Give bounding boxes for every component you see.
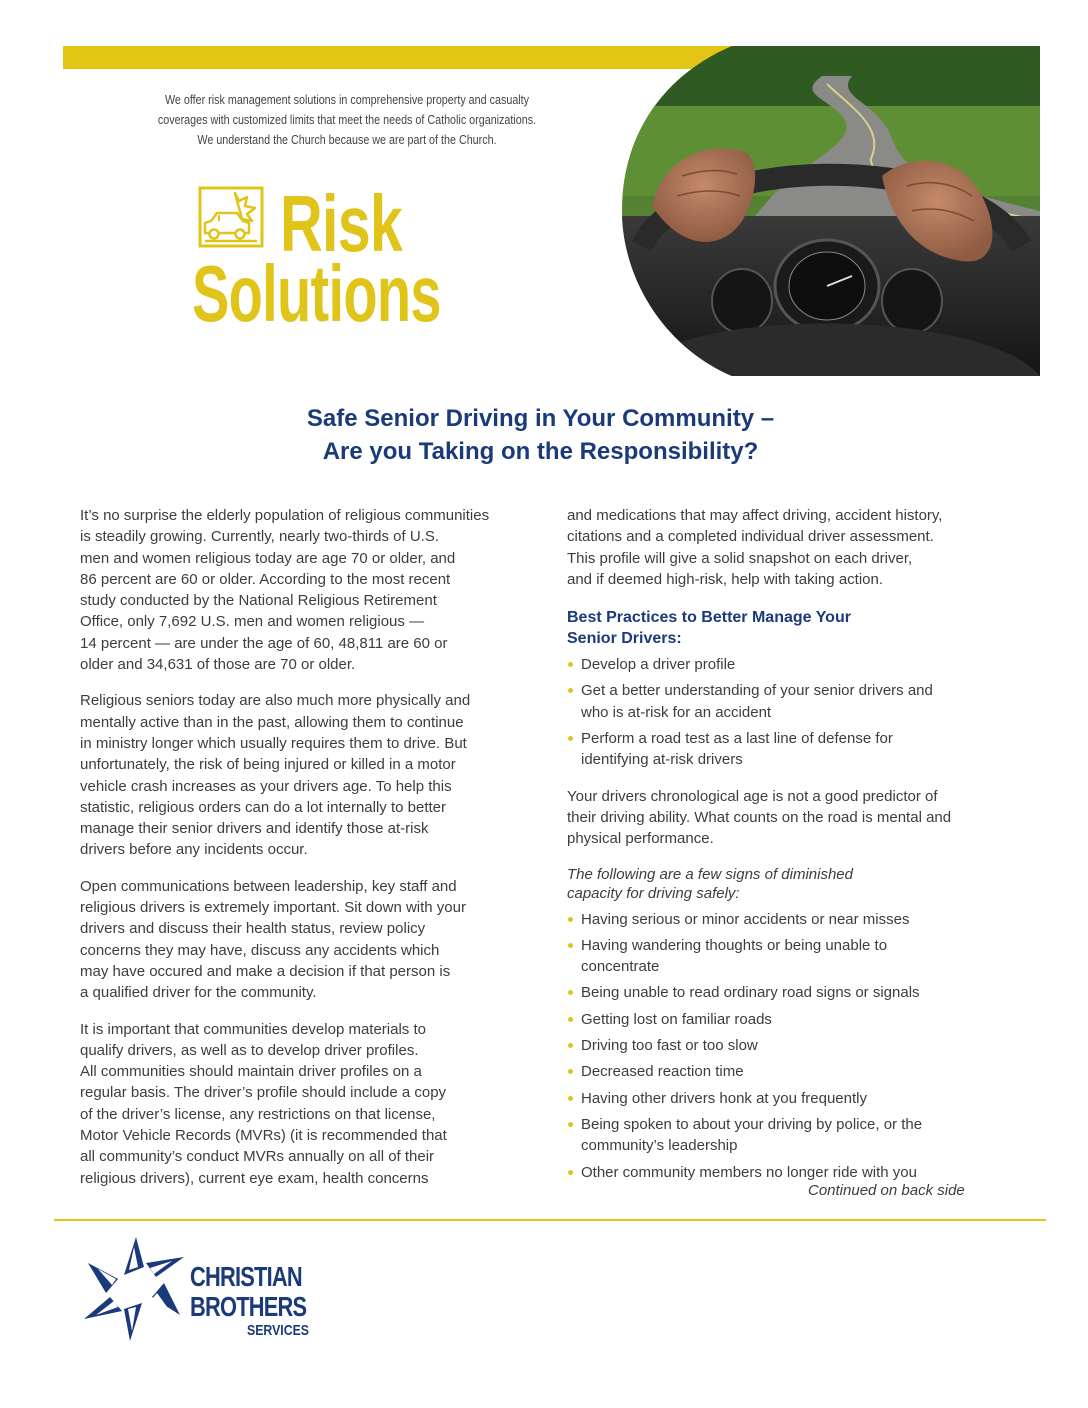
brand-word-risk: Risk [280,179,403,268]
text-line: statistic, religious orders can do a lot internally to better [80,798,447,816]
text-line: unfortunately, the risk of being injured or killed in a motor [80,756,456,774]
list-item: Get a better understanding of your senior drivers and who is at-risk for an accident [567,680,1017,723]
text-line: study conducted by the National Religious Retirement [80,592,437,610]
intro-statement [135,90,560,150]
right-column [567,490,1017,1197]
list-item: Having other drivers honk at you frequently [567,1088,1017,1109]
company-name-line: SERVICES [247,1322,309,1339]
text-line: all community’s conduct MVRs annually on all of their [80,1148,435,1166]
intro-line: We offer risk management solutions in comprehensive property and casualty [164,93,530,107]
text-line: citations and a completed individual driver assessment. [567,528,934,546]
footer-divider [54,1219,1046,1221]
best-practices-list [567,654,1017,770]
list-item: Decreased reaction time [567,1061,1017,1082]
title-line: Are you Taking on the Responsibility? [322,438,759,465]
text-line: This profile will give a solid snapshot on each driver, [567,549,913,567]
text-line: Motor Vehicle Records (MVRs) (it is recommended that [80,1127,447,1145]
text-line: is steadily growing. Currently, nearly two-thirds of U.S. [80,528,440,546]
title-line: Safe Senior Driving in Your Community – [306,405,775,432]
text-line: may have occured and make a decision if that person is [80,962,451,980]
senior-driver-photo [622,46,1040,376]
text-line: regular basis. The driver’s profile should include a copy [80,1084,447,1102]
list-item: Perform a road test as a last line of defense for identifying at-risk drivers [567,728,1017,771]
list-item: Develop a driver profile [567,654,1017,675]
text-line: concerns they may have, discuss any accidents which [80,941,440,959]
text-line: and medications that may affect driving, accident history, [567,507,943,524]
text-line: Your drivers chronological age is not a good predictor of [567,787,938,805]
list-item: Being spoken to about your driving by police, or the community’s leadership [567,1114,1017,1157]
list-item: Getting lost on familiar roads [567,1009,1017,1030]
company-name-line: BROTHERS [190,1291,307,1322]
text-line: religious drivers is extremely important. Sit down with your [80,899,466,917]
list-item: Driving too fast or too slow [567,1035,1017,1056]
text-line: qualify drivers, as well as to develop driver profiles. [80,1041,419,1059]
company-name-line: CHRISTIAN [190,1261,302,1292]
text-line: All communities should maintain driver profiles on a [80,1063,422,1081]
christian-brothers-star-logo [84,1237,184,1341]
text-line: of the driver’s license, any restrictions on that license, [80,1105,436,1123]
warning-signs-list [567,909,1017,1183]
text-line: their driving ability. What counts on the road is mental and [567,808,952,826]
text-line: Office, only 7,692 U.S. men and women religious — [80,613,425,631]
text-line: drivers before any incidents occur. [80,841,308,859]
intro-line: coverages with customized limits that meet the needs of Catholic organizations. [157,113,537,127]
brand-word-solutions: Solutions [192,249,441,338]
best-practices-heading: Best Practices to Better Manage Your Senior Drivers: [567,609,851,648]
text-line: 14 percent — are under the age of 60, 48,811 are 60 or [80,634,448,652]
company-wordmark [190,1261,339,1339]
text-line: drivers and discuss their health status, review policy [80,920,426,938]
list-item: Having wandering thoughts or being unable to concentrate [567,935,1017,978]
text-line: in ministry longer which usually requires them to drive. But [80,734,467,752]
text-line: vehicle crash increases as your drivers age. To help this [80,777,452,795]
continued-note: Continued on back side [808,1182,965,1199]
text-line: mentally active than in the past, allowing them to continue [80,713,464,731]
text-line: It is important that communities develop materials to [80,1020,426,1038]
list-item: Having serious or minor accidents or near misses [567,909,1017,930]
text-line: 86 percent are 60 or older. According to the most recent [80,570,451,588]
text-line: religious drivers), current eye exam, health concerns [80,1169,429,1187]
text-line: and if deemed high-risk, help with taking action. [567,570,884,588]
text-line: a qualified driver for the community. [80,984,317,1002]
car-crash-icon [197,185,265,249]
text-line: older and 34,631 of those are 70 or older. [80,656,356,674]
text-line: Open communications between leadership, key staff and [80,877,457,895]
text-line: men and women religious today are age 70 or older, and [80,549,456,567]
text-line: Religious seniors today are also much more physically and [80,692,471,710]
text-line: physical performance. [567,830,714,848]
text-line: manage their senior drivers and identify those at-risk [80,820,429,838]
intro-line: We understand the Church because we are part of the Church. [197,133,497,147]
list-item: Other community members no longer ride with you [567,1162,1017,1183]
left-column [80,490,530,1204]
signs-lead: The following are a few signs of diminished capacity for driving safely: [567,865,853,902]
list-item: Being unable to read ordinary road signs or signals [567,982,1017,1003]
page-title [0,402,1081,468]
text-line: It’s no surprise the elderly population of religious communities [80,507,490,524]
